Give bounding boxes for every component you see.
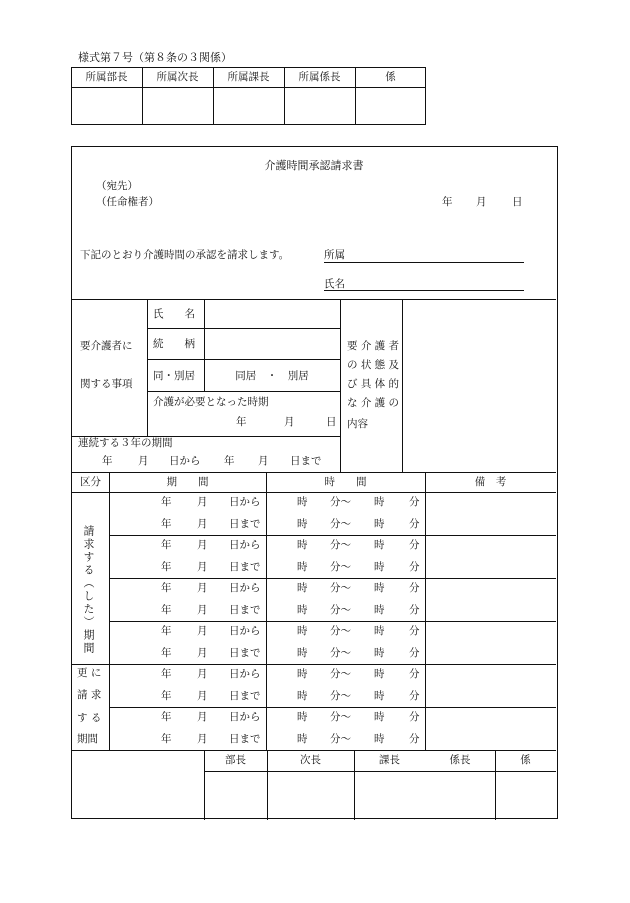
care-state-2: の 状 態 及 <box>347 359 400 371</box>
period-row-9-hour-end: 時 <box>374 668 385 680</box>
period-row-8-min-start: 分～ <box>330 647 351 659</box>
request-section-label: 請求する（した）期間 <box>82 525 95 655</box>
date-day: 日 <box>512 196 523 208</box>
consec-m2: 月 <box>258 455 269 467</box>
period-row-12-day-from: 日まで <box>229 733 261 745</box>
period-row-3-day-from: 日から <box>229 539 261 551</box>
consec-d1: 日から <box>169 455 201 467</box>
period-row-7-year: 年 <box>161 625 172 637</box>
consecutive-label: 連続する３年の期間 <box>78 437 173 449</box>
period-row-6-month: 月 <box>197 604 208 616</box>
approval-top-1: 所属部長 <box>85 71 128 83</box>
period-row-9-year: 年 <box>161 668 172 680</box>
addressee-label: （宛先） <box>96 180 138 192</box>
period-row-2-hour-end: 時 <box>374 518 385 530</box>
period-row-12-hour-end: 時 <box>374 733 385 745</box>
period-row-3-month: 月 <box>197 539 208 551</box>
form-title: 介護時間承認請求書 <box>264 159 364 172</box>
date-year: 年 <box>442 196 453 208</box>
period-row-6-min-end: 分 <box>409 604 420 616</box>
period-row-2-month: 月 <box>197 518 208 530</box>
header-biko: 備 考 <box>474 476 507 488</box>
period-row-10-month: 月 <box>197 690 208 702</box>
period-row-7-hour-start: 時 <box>297 625 308 637</box>
period-row-12-year: 年 <box>161 733 172 745</box>
consec-y2: 年 <box>224 455 235 467</box>
approval-bottom-2: 次長 <box>300 754 321 766</box>
header-kikan: 期 間 <box>166 476 209 488</box>
period-row-8-day-from: 日まで <box>229 647 261 659</box>
approval-top-5: 係 <box>385 71 396 83</box>
period-row-5-hour-end: 時 <box>374 582 385 594</box>
period-row-4-min-start: 分～ <box>330 561 351 573</box>
period-row-9-min-end: 分 <box>409 668 420 680</box>
approval-bottom-3: 課長 <box>379 754 400 766</box>
period-row-9-min-start: 分～ <box>330 668 351 680</box>
period-row-4-month: 月 <box>197 561 208 573</box>
period-row-7-hour-end: 時 <box>374 625 385 637</box>
period-row-1-day-from: 日から <box>229 496 261 508</box>
request-text: 下記のとおり介護時間の承認を請求します。 <box>80 249 290 261</box>
period-row-8-hour-end: 時 <box>374 647 385 659</box>
care-cohab-label: 同・別居 <box>153 370 195 382</box>
further-label-1: 更 に <box>77 667 102 679</box>
period-row-4-hour-start: 時 <box>297 561 308 573</box>
period-row-6-day-from: 日まで <box>229 604 261 616</box>
period-row-3-min-start: 分～ <box>330 539 351 551</box>
period-row-1-min-start: 分～ <box>330 496 351 508</box>
need-year: 年 <box>236 416 247 428</box>
period-row-10-hour-start: 時 <box>297 690 308 702</box>
care-state-1: 要 介 護 者 <box>347 340 400 352</box>
period-row-2-hour-start: 時 <box>297 518 308 530</box>
period-row-10-min-end: 分 <box>409 690 420 702</box>
period-row-2-min-start: 分～ <box>330 518 351 530</box>
header-jikan: 時 間 <box>324 476 367 488</box>
period-row-4-hour-end: 時 <box>374 561 385 573</box>
care-relation-label: 続 柄 <box>153 338 195 350</box>
period-row-11-month: 月 <box>197 711 208 723</box>
period-row-3-hour-end: 時 <box>374 539 385 551</box>
header-kubun: 区分 <box>80 476 101 488</box>
period-row-2-year: 年 <box>161 518 172 530</box>
period-row-1-min-end: 分 <box>409 496 420 508</box>
further-label-4: 期間 <box>77 733 98 745</box>
care-cohab-options[interactable]: 同居 ・ 別居 <box>235 370 309 382</box>
period-row-11-min-start: 分～ <box>330 711 351 723</box>
affiliation-label: 所属 <box>324 249 345 261</box>
approval-top-2: 所属次長 <box>156 71 199 83</box>
period-row-1-hour-end: 時 <box>374 496 385 508</box>
appointer-label: （任命権者） <box>96 196 159 208</box>
consec-d2: 日まで <box>290 455 322 467</box>
affiliation-field[interactable] <box>324 262 524 263</box>
name-field[interactable] <box>324 290 524 291</box>
period-row-6-hour-start: 時 <box>297 604 308 616</box>
care-heading-2: 関する事項 <box>80 378 133 390</box>
period-row-5-year: 年 <box>161 582 172 594</box>
period-row-11-year: 年 <box>161 711 172 723</box>
further-label-3: す る <box>77 712 102 724</box>
consec-m1: 月 <box>138 455 149 467</box>
consec-y1: 年 <box>102 455 113 467</box>
period-row-1-hour-start: 時 <box>297 496 308 508</box>
period-row-5-min-start: 分～ <box>330 582 351 594</box>
period-row-12-month: 月 <box>197 733 208 745</box>
period-row-3-hour-start: 時 <box>297 539 308 551</box>
approval-bottom-1: 部長 <box>225 754 246 766</box>
care-heading-1: 要介護者に <box>80 340 133 352</box>
period-row-7-min-start: 分～ <box>330 625 351 637</box>
period-row-8-min-end: 分 <box>409 647 420 659</box>
period-row-11-hour-end: 時 <box>374 711 385 723</box>
period-row-2-min-end: 分 <box>409 518 420 530</box>
care-state-4: な 介 護 の <box>347 397 400 409</box>
period-row-7-month: 月 <box>197 625 208 637</box>
period-row-6-min-start: 分～ <box>330 604 351 616</box>
care-need-since: 介護が必要となった時期 <box>153 396 269 408</box>
care-name-label: 氏 名 <box>153 308 195 320</box>
period-row-3-year: 年 <box>161 539 172 551</box>
period-row-12-hour-start: 時 <box>297 733 308 745</box>
approval-top-4: 所属係長 <box>298 71 341 83</box>
period-row-4-day-from: 日まで <box>229 561 261 573</box>
period-row-9-month: 月 <box>197 668 208 680</box>
care-state-3: び 具 体 的 <box>347 378 400 390</box>
approval-top-3: 所属課長 <box>227 71 270 83</box>
period-row-8-hour-start: 時 <box>297 647 308 659</box>
period-row-4-min-end: 分 <box>409 561 420 573</box>
name-label: 氏名 <box>324 278 345 290</box>
period-row-6-year: 年 <box>161 604 172 616</box>
period-row-4-year: 年 <box>161 561 172 573</box>
period-row-10-day-from: 日まで <box>229 690 261 702</box>
period-row-1-month: 月 <box>197 496 208 508</box>
form-number: 様式第７号（第８条の３関係） <box>78 51 232 64</box>
period-row-3-min-end: 分 <box>409 539 420 551</box>
period-row-5-day-from: 日から <box>229 582 261 594</box>
period-row-8-year: 年 <box>161 647 172 659</box>
period-row-10-min-start: 分～ <box>330 690 351 702</box>
period-row-11-min-end: 分 <box>409 711 420 723</box>
need-month: 月 <box>284 416 295 428</box>
period-row-11-hour-start: 時 <box>297 711 308 723</box>
period-row-8-month: 月 <box>197 647 208 659</box>
period-row-6-hour-end: 時 <box>374 604 385 616</box>
period-row-7-min-end: 分 <box>409 625 420 637</box>
period-row-7-day-from: 日から <box>229 625 261 637</box>
period-row-11-day-from: 日から <box>229 711 261 723</box>
care-state-5: 内容 <box>347 418 368 430</box>
period-row-12-min-start: 分～ <box>330 733 351 745</box>
approval-bottom-4: 係長 <box>449 754 471 766</box>
period-row-9-hour-start: 時 <box>297 668 308 680</box>
period-row-5-month: 月 <box>197 582 208 594</box>
period-row-5-min-end: 分 <box>409 582 420 594</box>
approval-bottom-5: 係 <box>520 754 531 766</box>
period-row-9-day-from: 日から <box>229 668 261 680</box>
period-row-1-year: 年 <box>161 496 172 508</box>
period-row-2-day-from: 日まで <box>229 518 261 530</box>
need-day: 日 <box>326 416 337 428</box>
top-approval-table <box>71 67 426 125</box>
period-row-5-hour-start: 時 <box>297 582 308 594</box>
period-row-10-hour-end: 時 <box>374 690 385 702</box>
main-form <box>71 146 558 819</box>
further-label-2: 請 求 <box>77 689 102 701</box>
period-row-10-year: 年 <box>161 690 172 702</box>
date-month: 月 <box>476 196 487 208</box>
period-row-12-min-end: 分 <box>409 733 420 745</box>
